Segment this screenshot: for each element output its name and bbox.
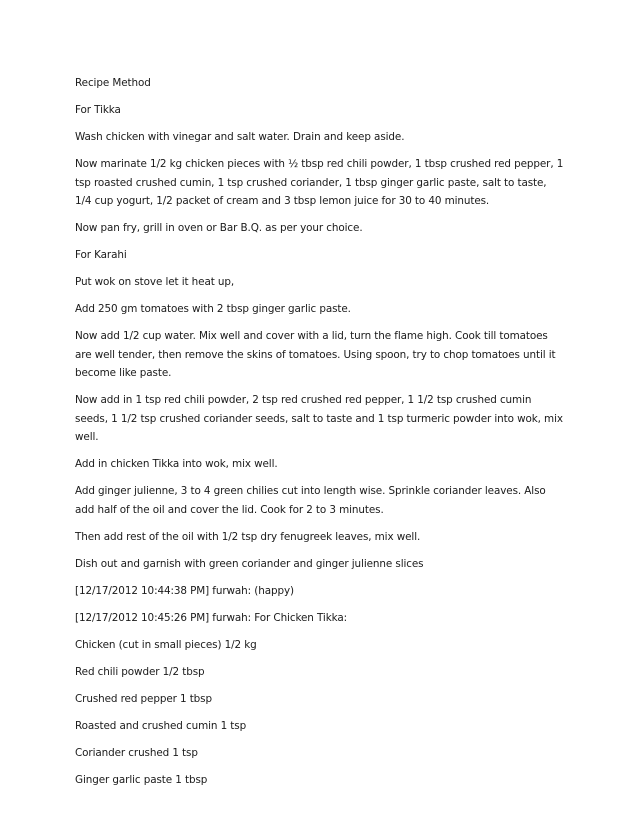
ingredient-line: Roasted and crushed cumin 1 tsp	[75, 719, 247, 732]
paragraph: Now add 1/2 cup water. Mix well and cover with a lid, turn the flame high. Cook till tomatoes are well tender, then remove the skins of tomatoes. Using spoon, try to chop tomatoes until it become like paste.	[75, 330, 556, 379]
ingredient-line: Ginger garlic paste 1 tbsp	[75, 773, 208, 786]
paragraph: Dish out and garnish with green coriander and ginger julienne slices	[75, 557, 424, 570]
paragraph: Wash chicken with vinegar and salt water. Drain and keep aside.	[75, 131, 405, 143]
chat-log-line: [12/17/2012 10:44:38 PM] furwah: (happy)	[75, 584, 294, 597]
paragraph: Put wok on stove let it heat up,	[75, 276, 235, 288]
document-body	[75, 74, 565, 798]
ingredient-line: Crushed red pepper 1 tbsp	[75, 692, 212, 705]
paragraph: Now marinate 1/2 kg chicken pieces with ½ tbsp red chili powder, 1 tbsp crushed red pepper, 1 tsp roasted crushed cumin, 1 tsp crushed coriander, 1 tbsp ginger garlic paste, salt to taste, 1/4 cup yogurt, 1/2 packet of cream and 3 tbsp lemon juice for 30 to 40 minutes.	[75, 158, 564, 207]
ingredient-line: Chicken (cut in small pieces) 1/2 kg	[75, 638, 257, 651]
paragraph: Add in chicken Tikka into wok, mix well.	[75, 458, 278, 470]
heading-recipe-method: Recipe Method	[75, 77, 151, 89]
ingredient-line: Coriander crushed 1 tsp	[75, 746, 198, 759]
chat-log-line: [12/17/2012 10:45:26 PM] furwah: For Chicken Tikka:	[75, 611, 348, 624]
paragraph: Now pan fry, grill in oven or Bar B.Q. as per your choice.	[75, 222, 363, 234]
ingredient-line: Red chili powder 1/2 tbsp	[75, 665, 205, 678]
paragraph: Add 250 gm tomatoes with 2 tbsp ginger garlic paste.	[75, 303, 351, 315]
heading-for-karahi: For Karahi	[75, 249, 127, 261]
paragraph: Now add in 1 tsp red chili powder, 2 tsp red crushed red pepper, 1 1/2 tsp crushed cumin seeds, 1 1/2 tsp crushed coriander seeds, salt to taste and 1 tsp turmeric powder into wok, mix well.	[75, 394, 563, 443]
paragraph: Then add rest of the oil with 1/2 tsp dry fenugreek leaves, mix well.	[75, 530, 421, 543]
heading-for-tikka: For Tikka	[75, 104, 121, 116]
paragraph: Add ginger julienne, 3 to 4 green chilies cut into length wise. Sprinkle coriander leaves. Also add half of the oil and cover the lid. Cook for 2 to 3 minutes.	[75, 485, 546, 516]
